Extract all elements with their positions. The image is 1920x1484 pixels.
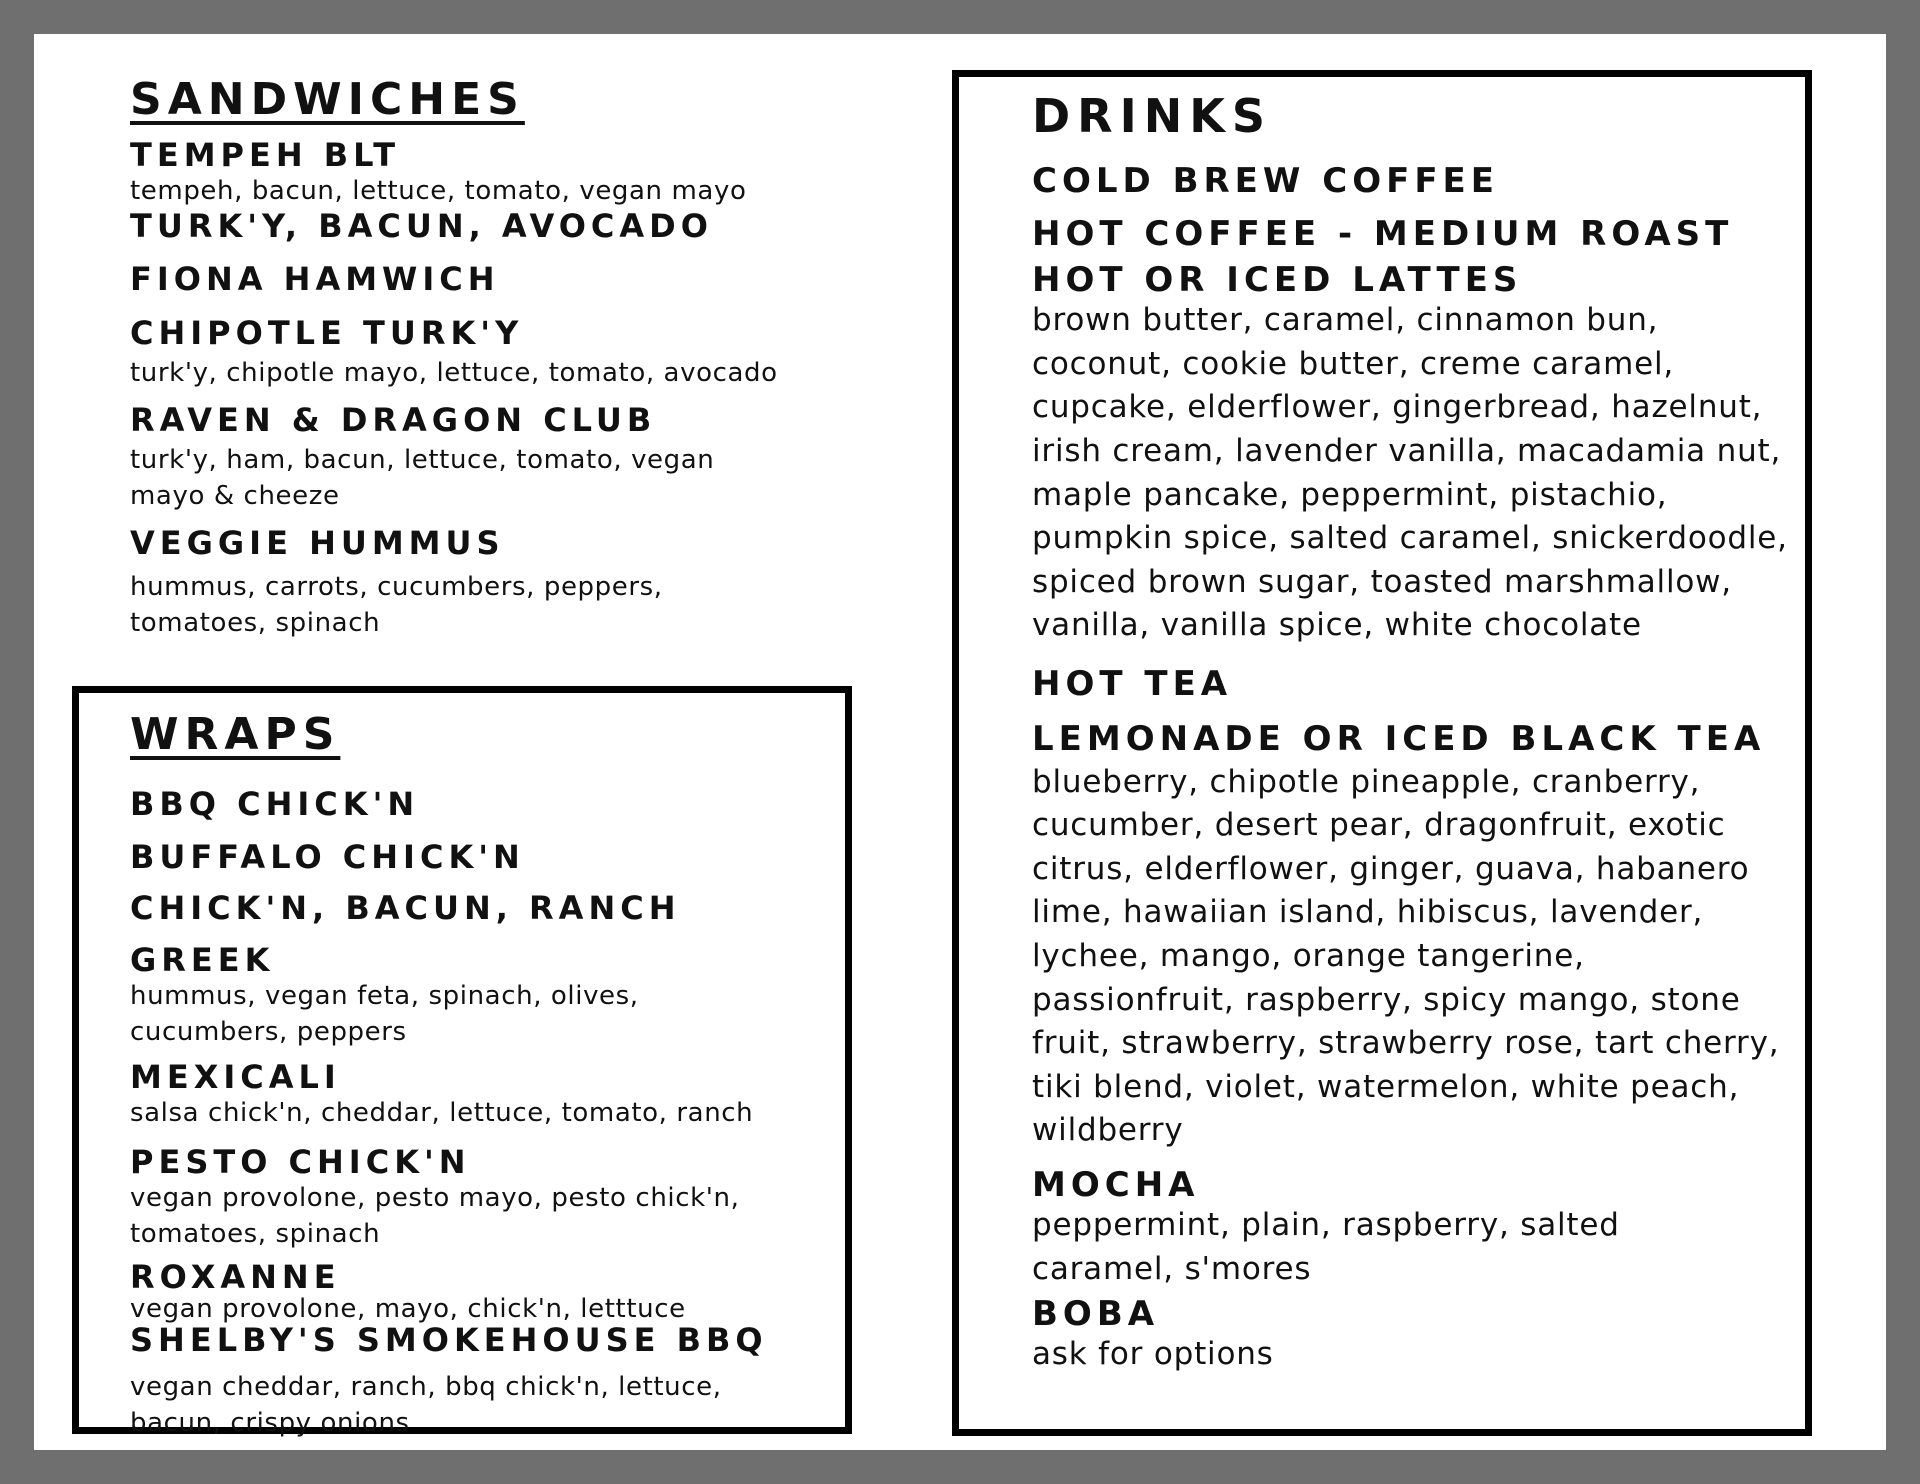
menu-item xyxy=(130,138,850,209)
item-name: LEMONADE OR ICED BLACK TEA xyxy=(1032,719,1766,760)
item-name: MEXICALI xyxy=(130,1057,341,1096)
item-name: HOT TEA xyxy=(1032,663,1233,704)
item-name: CHIPOTLE TURK'Y xyxy=(130,313,524,352)
menu-item xyxy=(1032,1167,1792,1292)
item-description: vegan provolone, mayo, chick'n, letttuce xyxy=(130,1294,686,1325)
menu-item xyxy=(130,1260,830,1323)
menu-item xyxy=(130,523,850,641)
menu-item xyxy=(130,313,850,391)
drinks-box xyxy=(952,70,1812,1436)
item-description: turk'y, ham, bacun, lettuce, tomato, vegan mayo & cheeze xyxy=(130,444,715,511)
menu-item xyxy=(130,840,830,875)
item-description: salsa chick'n, cheddar, lettuce, tomato, ranch xyxy=(130,1097,754,1128)
sandwiches-title: SANDWICHES xyxy=(130,74,525,125)
menu-item xyxy=(130,400,850,514)
drinks-title: DRINKS xyxy=(1032,89,1272,143)
menu-item xyxy=(130,1142,830,1252)
item-name: BOBA xyxy=(1032,1293,1160,1334)
menu-item xyxy=(1032,216,1792,253)
sandwiches-section xyxy=(130,74,850,641)
menu-item xyxy=(1032,1293,1792,1377)
item-description: vegan cheddar, ranch, bbq chick'n, lettuce, bacun, crispy onions xyxy=(130,1371,722,1438)
item-name: PESTO CHICK'N xyxy=(130,1142,471,1181)
menu-item xyxy=(130,262,850,297)
wraps-title: WRAPS xyxy=(130,709,341,760)
item-name: FIONA HAMWICH xyxy=(130,260,500,299)
item-name: COLD BREW COFFEE xyxy=(1032,161,1499,201)
menu-item xyxy=(130,1057,830,1131)
item-name: VEGGIE HUMMUS xyxy=(130,523,505,562)
menu-item xyxy=(130,787,830,822)
item-name: RAVEN & DRAGON CLUB xyxy=(130,400,657,439)
menu-page xyxy=(34,34,1886,1450)
item-name: GREEK xyxy=(130,940,275,979)
item-name: SHELBY'S SMOKEHOUSE BBQ xyxy=(130,1321,768,1360)
item-name: TEMPEH BLT xyxy=(130,136,401,174)
menu-item xyxy=(1032,259,1792,648)
item-name: ROXANNE xyxy=(130,1258,341,1297)
item-description: turk'y, chipotle mayo, lettuce, tomato, avocado xyxy=(130,357,778,388)
item-name: HOT COFFEE - MEDIUM ROAST xyxy=(1032,214,1734,255)
item-description: ask for options xyxy=(1032,1336,1274,1373)
menu-item xyxy=(130,209,850,244)
menu-item xyxy=(1032,663,1792,704)
item-name: CHICK'N, BACUN, RANCH xyxy=(130,889,681,928)
menu-item xyxy=(130,1323,830,1440)
item-description: peppermint, plain, raspberry, salted caramel, s'mores xyxy=(1032,1207,1620,1288)
item-description: hummus, vegan feta, spinach, olives, cucumbers, peppers xyxy=(130,980,639,1047)
item-description: blueberry, chipotle pineapple, cranberry, cucumber, desert pear, dragonfruit, exotic citrus, elderflower, ginger, guava, habanero lime, hawaiian island, hibiscus, lavender, lychee, mango, orange tangerine, passionfruit, raspberry, spicy mango, stone fruit, strawberry, strawberry rose, tart cherry, tiki blend, violet, watermelon, white peach, wildberry xyxy=(1032,763,1780,1149)
menu-item xyxy=(1032,163,1792,200)
item-description: vegan provolone, pesto mayo, pesto chick'n, tomatoes, spinach xyxy=(130,1183,740,1250)
wraps-box xyxy=(72,686,852,1438)
item-name: HOT OR ICED LATTES xyxy=(1032,259,1523,300)
item-name: BUFFALO CHICK'N xyxy=(130,838,525,877)
menu-item xyxy=(1032,721,1792,1153)
wraps-section xyxy=(130,709,830,1441)
item-name: MOCHA xyxy=(1032,1165,1200,1206)
item-description: hummus, carrots, cucumbers, peppers, tomatoes, spinach xyxy=(130,572,663,639)
drinks-section xyxy=(1032,89,1792,1377)
item-description: brown butter, caramel, cinnamon bun, coconut, cookie butter, creme caramel, cupcake, elderflower, gingerbread, hazelnut, irish cream, lavender vanilla, macadamia nut, maple pancake, peppermint, pistachio, pumpkin spice, salted caramel, snickerdoodle, spiced brown sugar, toasted marshmallow, vanilla, vanilla spice, white chocolate xyxy=(1032,302,1788,644)
item-name: BBQ CHICK'N xyxy=(130,785,420,823)
item-name: TURK'Y, BACUN, AVOCADO xyxy=(130,207,713,246)
menu-item xyxy=(130,940,830,1050)
item-description: tempeh, bacun, lettuce, tomato, vegan mayo xyxy=(130,176,747,207)
menu-item xyxy=(130,891,830,926)
